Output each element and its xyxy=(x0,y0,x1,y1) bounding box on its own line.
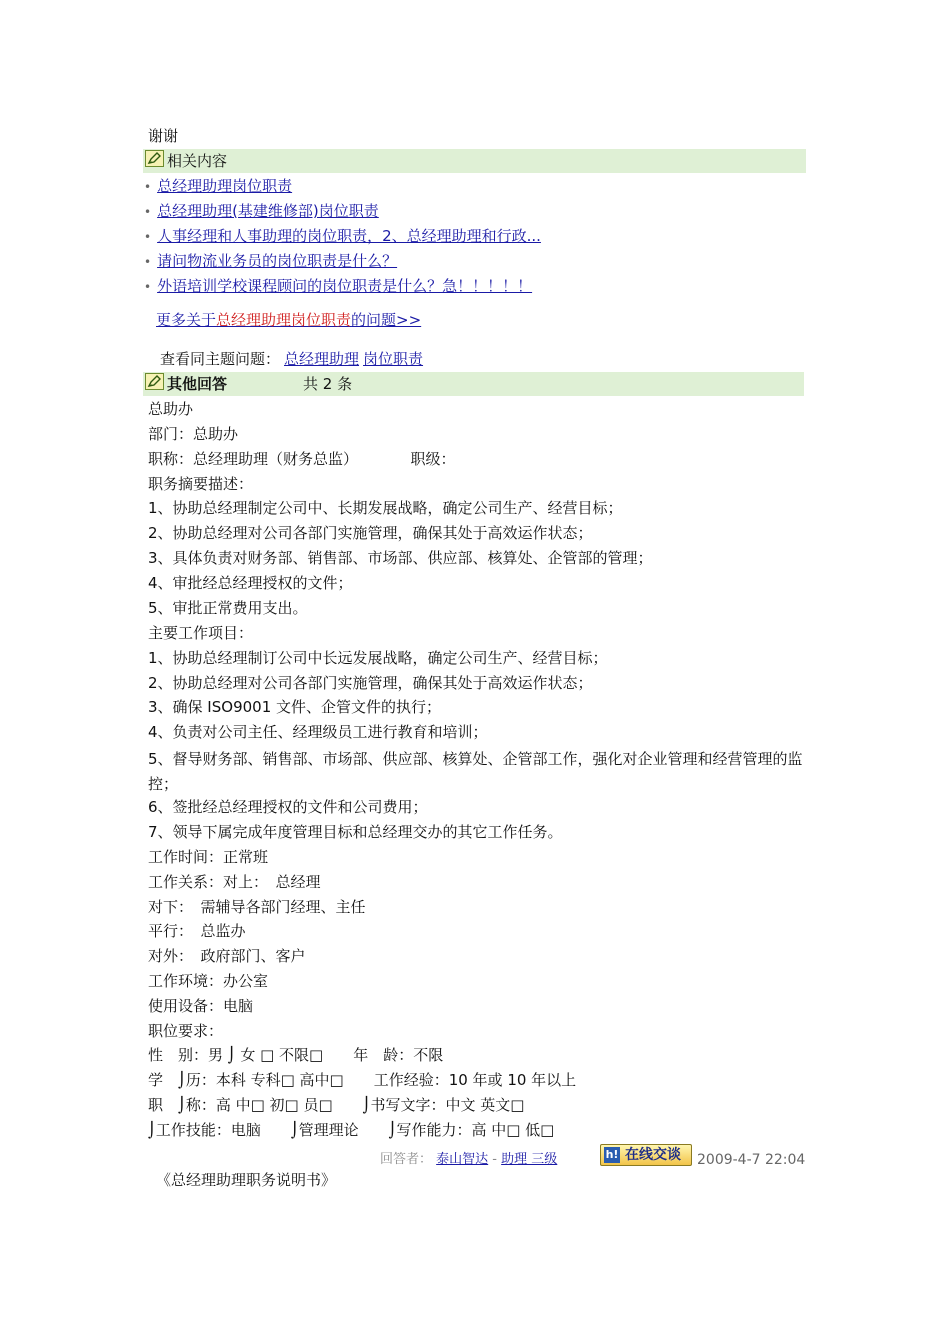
answer-paragraph: 5、督导财务部、销售部、市场部、供应部、核算处、企管部工作，强化对企业管理和经营管理的监控； xyxy=(148,750,803,793)
answerer-name-link[interactable]: 泰山智达 xyxy=(436,1152,489,1167)
related-header-title: 相关内容 xyxy=(167,152,228,170)
answer-line: 职位要求： xyxy=(148,1022,224,1040)
edit-icon xyxy=(145,150,164,167)
answer-line: 总助办 xyxy=(148,400,194,418)
related-item xyxy=(144,201,379,222)
bullet-icon: • xyxy=(144,230,152,244)
answer-line: 主要工作项目： xyxy=(148,624,254,642)
answer-line: ⌡工作技能：电脑 ⌡管理理论 ⌡写作能力：高 中□ 低□ xyxy=(148,1121,555,1139)
answer-line: 7、领导下属完成年度管理目标和总经理交办的其它工作任务。 xyxy=(148,823,563,841)
answerer-rank-link[interactable]: 助理 三级 xyxy=(501,1152,558,1167)
answer-line: 职称：总经理助理（财务总监） 职级： xyxy=(148,450,456,468)
answer-line: 5、审批正常费用支出。 xyxy=(148,599,308,617)
answer-line: 2、协助总经理对公司各部门实施管理，确保其处于高效运作状态； xyxy=(148,674,593,692)
answer-line: 职务摘要描述： xyxy=(148,475,254,493)
topic-tag-2[interactable]: 岗位职责 xyxy=(363,350,424,368)
answer-line: 1、协助总经理制订公司中长远发展战略，确定公司生产、经营目标； xyxy=(148,649,608,667)
related-item xyxy=(144,176,292,197)
same-topic-row xyxy=(160,349,423,369)
answer-line: 学 ⌡历：本科 专科□ 高中□ 工作经验：10 年或 10 年以上 xyxy=(148,1071,577,1089)
related-item xyxy=(144,276,532,297)
answer-line: 对外： 政府部门、客户 xyxy=(148,947,306,965)
related-item xyxy=(144,226,541,247)
answer-line: 职 ⌡称：高 中□ 初□ 员□ ⌡书写文字：中文 英文□ xyxy=(148,1096,525,1114)
answer-line: 1、协助总经理制定公司中、长期发展战略，确定公司生产、经营目标； xyxy=(148,499,623,517)
more-keyword: 总经理助理岗位职责 xyxy=(216,311,352,329)
answer-count: 共 2 条 xyxy=(303,375,353,393)
book-title: 《总经理助理职务说明书》 xyxy=(156,1171,337,1189)
answer-line: 平行： 总监办 xyxy=(148,922,246,940)
answer-date: 2009-4-7 22:04 xyxy=(697,1152,806,1168)
answer-line: 4、审批经总经理授权的文件； xyxy=(148,574,353,592)
online-chat-button[interactable] xyxy=(600,1144,692,1166)
more-prefix: 更多关于 xyxy=(156,311,217,329)
answer-line: 工作关系：对上： 总经理 xyxy=(148,873,321,891)
bullet-icon: • xyxy=(144,255,152,269)
related-link-1[interactable]: 总经理助理岗位职责 xyxy=(157,177,293,195)
answer-line: 工作环境：办公室 xyxy=(148,972,269,990)
thanks-text: 谢谢 xyxy=(148,127,179,145)
more-suffix: 的问题>> xyxy=(351,311,422,329)
other-answers-title: 其他回答 xyxy=(167,375,228,393)
more-questions-link[interactable] xyxy=(156,310,421,330)
topic-tag-1[interactable]: 总经理助理 xyxy=(284,350,360,368)
answerer-label: 回答者： xyxy=(380,1152,433,1167)
answerer-info xyxy=(380,1150,557,1170)
bullet-icon: • xyxy=(144,205,152,219)
related-link-2[interactable]: 总经理助理(基建维修部)岗位职责 xyxy=(157,202,379,220)
related-link-4[interactable]: 请问物流业务员的岗位职责是什么？ xyxy=(157,252,398,270)
chat-logo-icon: h! xyxy=(605,1148,619,1161)
chat-button-label: 在线交谈 xyxy=(625,1147,681,1163)
same-topic-label: 查看同主题问题： xyxy=(160,350,281,368)
answer-line: 对下： 需辅导各部门经理、主任 xyxy=(148,898,366,916)
bullet-icon: • xyxy=(144,180,152,194)
answer-line: 使用设备：电脑 xyxy=(148,997,254,1015)
related-header-bar xyxy=(143,149,806,173)
answerer-separator: - xyxy=(488,1152,502,1167)
answer-line: 6、签批经总经理授权的文件和公司费用； xyxy=(148,798,428,816)
related-item xyxy=(144,251,397,272)
answer-line: 工作时间：正常班 xyxy=(148,848,269,866)
bullet-icon: • xyxy=(144,280,152,294)
answer-line: 2、协助总经理对公司各部门实施管理，确保其处于高效运作状态； xyxy=(148,524,593,542)
other-answers-bar xyxy=(143,372,804,396)
related-link-5[interactable]: 外语培训学校课程顾问的岗位职责是什么？急！！！！！ xyxy=(157,277,533,295)
answer-line: 部门：总助办 xyxy=(148,425,239,443)
related-link-3[interactable]: 人事经理和人事助理的岗位职责，2、总经理助理和行政... xyxy=(157,227,541,245)
answer-line: 3、具体负责对财务部、销售部、市场部、供应部、核算处、企管部的管理； xyxy=(148,549,653,567)
answer-line: 4、负责对公司主任、经理级员工进行教育和培训； xyxy=(148,723,488,741)
answer-line: 性 别：男 ⌡ 女 □ 不限□ 年 龄：不限 xyxy=(148,1046,444,1064)
edit-icon xyxy=(145,373,164,390)
answer-line: 3、确保 ISO9001 文件、企管文件的执行； xyxy=(148,698,442,716)
